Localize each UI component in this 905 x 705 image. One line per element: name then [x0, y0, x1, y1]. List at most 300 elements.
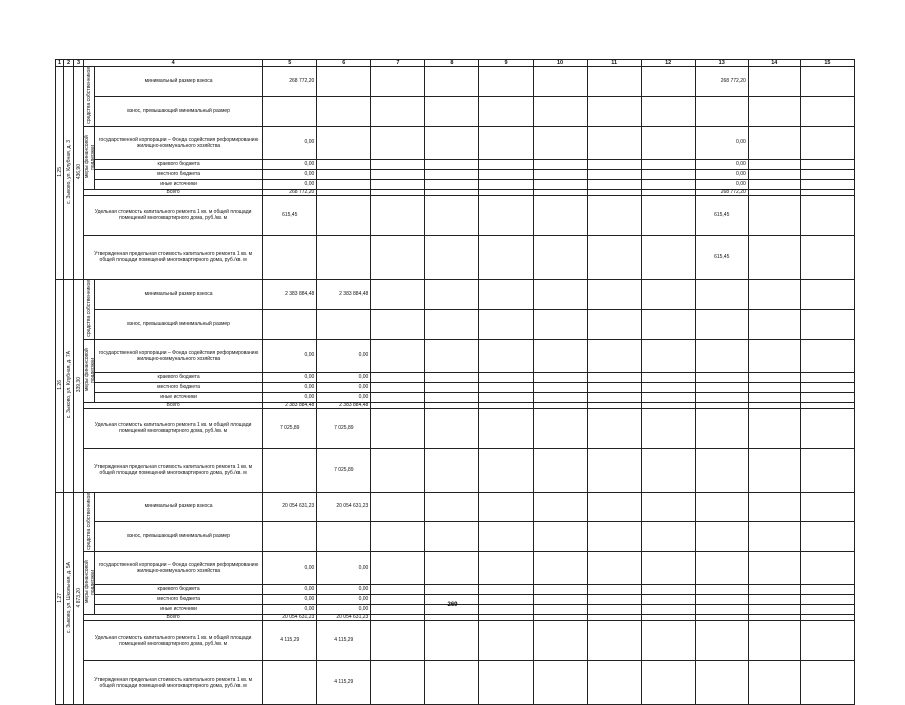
value-cell-col-13: 268 772,20 [695, 189, 748, 195]
value-cell-col-11 [587, 195, 641, 235]
value-cell-col-14 [748, 492, 800, 522]
value-cell-col-6: 7 025,89 [317, 448, 371, 492]
building-address [64, 279, 74, 492]
table-row [56, 382, 855, 392]
value-cell-col-7 [371, 67, 425, 97]
row-label-vsego: Всего [84, 402, 263, 408]
row-label-ut: Утвержденная предельная стоимость капитального ремонта 1 кв. м общей площади помещений многоквартирного дома, руб./кв. м [84, 661, 263, 705]
value-cell-col-14 [748, 195, 800, 235]
row-label-gk: государственной корпорации – Фонда содействия реформированию жилищно-коммунального хозяйства [95, 552, 263, 585]
value-cell-col-11 [587, 585, 641, 595]
value-cell-col-11 [587, 169, 641, 179]
value-cell-col-13: 0,00 [695, 126, 748, 159]
value-cell-col-9 [479, 169, 533, 179]
value-cell-col-5: 615,45 [263, 195, 317, 235]
value-cell-col-14 [748, 279, 800, 309]
value-cell-col-11 [587, 309, 641, 339]
table-row [56, 67, 855, 97]
value-cell-col-8 [425, 661, 479, 705]
capital-repair-table [55, 59, 855, 705]
table-row [56, 339, 855, 372]
value-cell-col-15 [800, 169, 854, 179]
building-address-text: с. Зыково, ул. Клубная, д. 7А [65, 350, 72, 419]
support-measures-label [84, 126, 95, 189]
value-cell-col-9 [479, 585, 533, 595]
value-cell-col-14 [748, 522, 800, 552]
value-cell-col-5: 0,00 [263, 169, 317, 179]
value-cell-col-5: 0,00 [263, 179, 317, 189]
value-cell-col-8 [425, 448, 479, 492]
value-cell-col-14 [748, 408, 800, 448]
row-label-kray: краевого бюджета [95, 585, 263, 595]
value-cell-col-13: 0,00 [695, 159, 748, 169]
table-row [56, 96, 855, 126]
value-cell-col-8 [425, 67, 479, 97]
value-cell-col-12 [641, 585, 695, 595]
row-label-min: минимальный размер взноса [95, 492, 263, 522]
value-cell-col-7 [371, 309, 425, 339]
value-cell-col-14 [748, 382, 800, 392]
value-cell-col-7 [371, 392, 425, 402]
value-cell-col-7 [371, 492, 425, 522]
value-cell-col-8 [425, 522, 479, 552]
value-cell-col-15 [800, 235, 854, 279]
row-label-ut: Утвержденная предельная стоимость капитального ремонта 1 кв. м общей площади помещений многоквартирного дома, руб./кв. м [84, 448, 263, 492]
value-cell-col-12 [641, 96, 695, 126]
value-cell-col-6: 4 115,29 [317, 661, 371, 705]
value-cell-col-11 [587, 392, 641, 402]
header-col-6: 6 [317, 60, 371, 67]
table-row [56, 309, 855, 339]
value-cell-col-11 [587, 179, 641, 189]
building-address [64, 67, 74, 280]
value-cell-col-6: 0,00 [317, 605, 371, 615]
value-cell-col-7 [371, 552, 425, 585]
value-cell-col-9 [479, 372, 533, 382]
table-row [56, 195, 855, 235]
value-cell-col-13 [695, 621, 748, 661]
value-cell-col-10 [533, 169, 587, 179]
building-area-text: 436,90 [75, 164, 82, 180]
value-cell-col-6: 0,00 [317, 585, 371, 595]
value-cell-col-5 [263, 235, 317, 279]
value-cell-col-12 [641, 179, 695, 189]
table-row [56, 169, 855, 179]
value-cell-col-8 [425, 309, 479, 339]
row-label-ud: Удельная стоимость капитального ремонта 1 кв. м общей площади помещений многоквартирного дома, руб./кв. м [84, 621, 263, 661]
value-cell-col-11 [587, 408, 641, 448]
value-cell-col-6: 0,00 [317, 372, 371, 382]
value-cell-col-7 [371, 169, 425, 179]
value-cell-col-14 [748, 552, 800, 585]
value-cell-col-14 [748, 309, 800, 339]
value-cell-col-8 [425, 621, 479, 661]
header-col-10: 10 [533, 60, 587, 67]
value-cell-col-11 [587, 159, 641, 169]
value-cell-col-10 [533, 159, 587, 169]
row-label-min: минимальный размер взноса [95, 279, 263, 309]
value-cell-col-9 [479, 195, 533, 235]
table-row [56, 408, 855, 448]
value-cell-col-11 [587, 382, 641, 392]
value-cell-col-14 [748, 621, 800, 661]
header-col-15: 15 [800, 60, 854, 67]
value-cell-col-9 [479, 96, 533, 126]
header-col-3: 3 [74, 60, 84, 67]
value-cell-col-5 [263, 661, 317, 705]
value-cell-col-12 [641, 621, 695, 661]
value-cell-col-8 [425, 159, 479, 169]
value-cell-col-12 [641, 309, 695, 339]
value-cell-col-15 [800, 159, 854, 169]
table-row [56, 492, 855, 522]
value-cell-col-6: 2 383 884,48 [317, 402, 371, 408]
row-number-text: 1.26 [56, 379, 63, 390]
building-address [64, 492, 74, 705]
value-cell-col-10 [533, 195, 587, 235]
value-cell-col-6 [317, 67, 371, 97]
value-cell-col-11 [587, 372, 641, 382]
value-cell-col-13: 268 772,20 [695, 67, 748, 97]
value-cell-col-10 [533, 126, 587, 159]
value-cell-col-5: 0,00 [263, 585, 317, 595]
value-cell-col-12 [641, 382, 695, 392]
value-cell-col-5: 0,00 [263, 605, 317, 615]
value-cell-col-7 [371, 522, 425, 552]
value-cell-col-11 [587, 126, 641, 159]
value-cell-col-10 [533, 372, 587, 382]
building-address-text: с. Зыково, ул. Клубная, д. 3 [65, 139, 72, 204]
value-cell-col-10 [533, 67, 587, 97]
value-cell-col-6 [317, 195, 371, 235]
value-cell-col-11 [587, 279, 641, 309]
row-label-ut: Утвержденная предельная стоимость капитального ремонта 1 кв. м общей площади помещений многоквартирного дома, руб./кв. м [84, 235, 263, 279]
value-cell-col-14 [748, 67, 800, 97]
value-cell-col-8 [425, 195, 479, 235]
value-cell-col-15 [800, 279, 854, 309]
value-cell-col-8 [425, 492, 479, 522]
value-cell-col-6: 0,00 [317, 552, 371, 585]
value-cell-col-15 [800, 661, 854, 705]
value-cell-col-10 [533, 309, 587, 339]
row-label-mest: местного бюджета [95, 595, 263, 605]
value-cell-col-8 [425, 339, 479, 372]
value-cell-col-7 [371, 585, 425, 595]
value-cell-col-13 [695, 382, 748, 392]
owners-funds-label [84, 67, 95, 127]
value-cell-col-13 [695, 339, 748, 372]
value-cell-col-8 [425, 179, 479, 189]
row-label-ud: Удельная стоимость капитального ремонта 1 кв. м общей площади помещений многоквартирного дома, руб./кв. м [84, 195, 263, 235]
value-cell-col-7 [371, 621, 425, 661]
value-cell-col-14 [748, 96, 800, 126]
building-address-text: с. Зыково, ул. Школьная, д. 5А [65, 561, 72, 633]
value-cell-col-14 [748, 661, 800, 705]
value-cell-col-12 [641, 235, 695, 279]
support-measures-text: меры финансовой поддержки [84, 560, 96, 604]
value-cell-col-10 [533, 585, 587, 595]
value-cell-col-11 [587, 621, 641, 661]
value-cell-col-9 [479, 408, 533, 448]
row-label-gk: государственной корпорации – Фонда содействия реформированию жилищно-коммунального хозяйства [95, 339, 263, 372]
value-cell-col-14 [748, 126, 800, 159]
value-cell-col-10 [533, 661, 587, 705]
row-label-min: минимальный размер взноса [95, 67, 263, 97]
value-cell-col-8 [425, 552, 479, 585]
table-row [56, 372, 855, 382]
row-number-text: 1.27 [56, 592, 63, 603]
value-cell-col-11 [587, 96, 641, 126]
value-cell-col-13 [695, 492, 748, 522]
value-cell-col-7 [371, 339, 425, 372]
value-cell-col-6 [317, 159, 371, 169]
value-cell-col-14 [748, 585, 800, 595]
value-cell-col-9 [479, 522, 533, 552]
row-number [56, 67, 64, 280]
value-cell-col-5: 0,00 [263, 595, 317, 605]
header-col-1: 1 [56, 60, 64, 67]
table-row [56, 179, 855, 189]
value-cell-col-9 [479, 448, 533, 492]
value-cell-col-13 [695, 279, 748, 309]
value-cell-col-9 [479, 67, 533, 97]
value-cell-col-9 [479, 382, 533, 392]
value-cell-col-8 [425, 169, 479, 179]
owners-funds-label [84, 279, 95, 339]
value-cell-col-7 [371, 159, 425, 169]
table-row [56, 621, 855, 661]
value-cell-col-9 [479, 279, 533, 309]
value-cell-col-6: 0,00 [317, 595, 371, 605]
value-cell-col-11 [587, 552, 641, 585]
building-area-text: 4 873,20 [75, 587, 82, 608]
value-cell-col-7 [371, 195, 425, 235]
value-cell-col-14 [748, 235, 800, 279]
value-cell-col-5: 7 025,89 [263, 408, 317, 448]
value-cell-col-5 [263, 96, 317, 126]
value-cell-col-7 [371, 408, 425, 448]
value-cell-col-13 [695, 552, 748, 585]
value-cell-col-6: 4 115,29 [317, 621, 371, 661]
value-cell-col-5: 0,00 [263, 552, 317, 585]
value-cell-col-13 [695, 408, 748, 448]
row-label-over: взнос, превышающий минимальный размер [95, 309, 263, 339]
value-cell-col-15 [800, 309, 854, 339]
value-cell-col-7 [371, 179, 425, 189]
value-cell-col-9 [479, 179, 533, 189]
value-cell-col-15 [800, 126, 854, 159]
value-cell-col-9 [479, 492, 533, 522]
value-cell-col-10 [533, 382, 587, 392]
row-label-mest: местного бюджета [95, 382, 263, 392]
value-cell-col-15 [800, 448, 854, 492]
value-cell-col-6 [317, 179, 371, 189]
value-cell-col-11 [587, 522, 641, 552]
value-cell-col-13: 0,00 [695, 179, 748, 189]
table-row [56, 126, 855, 159]
value-cell-col-15 [800, 195, 854, 235]
table-row [56, 661, 855, 705]
value-cell-col-9 [479, 661, 533, 705]
value-cell-col-11 [587, 235, 641, 279]
value-cell-col-6: 0,00 [317, 392, 371, 402]
value-cell-col-11 [587, 661, 641, 705]
value-cell-col-12 [641, 279, 695, 309]
building-area [74, 492, 84, 705]
owners-funds-text: средства собственников [86, 279, 92, 337]
value-cell-col-8 [425, 372, 479, 382]
value-cell-col-10 [533, 408, 587, 448]
header-col-5: 5 [263, 60, 317, 67]
value-cell-col-6: 0,00 [317, 382, 371, 392]
table-row [56, 522, 855, 552]
value-cell-col-6: 7 025,89 [317, 408, 371, 448]
row-label-ud: Удельная стоимость капитального ремонта 1 кв. м общей площади помещений многоквартирного дома, руб./кв. м [84, 408, 263, 448]
value-cell-col-5: 268 772,20 [263, 189, 317, 195]
value-cell-col-15 [800, 67, 854, 97]
value-cell-col-13 [695, 392, 748, 402]
table-row [56, 279, 855, 309]
value-cell-col-5: 0,00 [263, 159, 317, 169]
row-label-mest: местного бюджета [95, 169, 263, 179]
value-cell-col-5: 0,00 [263, 372, 317, 382]
value-cell-col-7 [371, 661, 425, 705]
value-cell-col-15 [800, 585, 854, 595]
value-cell-col-13: 0,00 [695, 169, 748, 179]
value-cell-col-10 [533, 552, 587, 585]
row-label-gk: государственной корпорации – Фонда содействия реформированию жилищно-коммунального хозяйства [95, 126, 263, 159]
table-row [56, 448, 855, 492]
value-cell-col-14 [748, 448, 800, 492]
header-col-9: 9 [479, 60, 533, 67]
row-number [56, 279, 64, 492]
value-cell-col-6: 0,00 [317, 339, 371, 372]
value-cell-col-10 [533, 339, 587, 372]
owners-funds-label [84, 492, 95, 552]
value-cell-col-5: 4 115,29 [263, 621, 317, 661]
value-cell-col-6 [317, 96, 371, 126]
value-cell-col-9 [479, 235, 533, 279]
value-cell-col-14 [748, 372, 800, 382]
value-cell-col-6 [317, 169, 371, 179]
value-cell-col-14 [748, 179, 800, 189]
value-cell-col-13 [695, 522, 748, 552]
value-cell-col-12 [641, 67, 695, 97]
value-cell-col-6 [317, 522, 371, 552]
building-area-text: 339,30 [75, 376, 82, 393]
value-cell-col-12 [641, 552, 695, 585]
value-cell-col-12 [641, 169, 695, 179]
value-cell-col-6 [317, 235, 371, 279]
value-cell-col-5: 2 383 884,48 [263, 279, 317, 309]
value-cell-col-11 [587, 67, 641, 97]
value-cell-col-11 [587, 492, 641, 522]
header-col-11: 11 [587, 60, 641, 67]
row-number-text: 1.25 [56, 167, 63, 177]
value-cell-col-9 [479, 339, 533, 372]
value-cell-col-5: 0,00 [263, 126, 317, 159]
table-row [56, 585, 855, 595]
value-cell-col-15 [800, 382, 854, 392]
table-row [56, 235, 855, 279]
value-cell-col-12 [641, 372, 695, 382]
value-cell-col-15 [800, 96, 854, 126]
building-area [74, 279, 84, 492]
value-cell-col-8 [425, 585, 479, 595]
header-row [56, 60, 855, 67]
building-area [74, 67, 84, 280]
value-cell-col-15 [800, 339, 854, 372]
value-cell-col-14 [748, 169, 800, 179]
row-label-vsego: Всего [84, 615, 263, 621]
header-col-13: 13 [695, 60, 748, 67]
value-cell-col-15 [800, 522, 854, 552]
value-cell-col-8 [425, 235, 479, 279]
value-cell-col-11 [587, 448, 641, 492]
value-cell-col-5: 0,00 [263, 392, 317, 402]
value-cell-col-7 [371, 382, 425, 392]
value-cell-col-5: 0,00 [263, 339, 317, 372]
value-cell-col-10 [533, 522, 587, 552]
value-cell-col-10 [533, 492, 587, 522]
value-cell-col-14 [748, 339, 800, 372]
value-cell-col-9 [479, 126, 533, 159]
value-cell-col-9 [479, 309, 533, 339]
value-cell-col-12 [641, 492, 695, 522]
header-col-12: 12 [641, 60, 695, 67]
value-cell-col-13 [695, 448, 748, 492]
value-cell-col-7 [371, 126, 425, 159]
value-cell-col-10 [533, 235, 587, 279]
page-number: 269 [447, 602, 458, 608]
value-cell-col-5: 20 054 631,23 [263, 492, 317, 522]
value-cell-col-6: 20 054 631,23 [317, 615, 371, 621]
value-cell-col-10 [533, 279, 587, 309]
value-cell-col-12 [641, 448, 695, 492]
value-cell-col-6 [317, 126, 371, 159]
value-cell-col-12 [641, 392, 695, 402]
table-row [56, 552, 855, 585]
row-label-kray: краевого бюджета [95, 372, 263, 382]
value-cell-col-13 [695, 661, 748, 705]
support-measures-label [84, 339, 95, 402]
value-cell-col-15 [800, 621, 854, 661]
value-cell-col-7 [371, 279, 425, 309]
value-cell-col-12 [641, 195, 695, 235]
value-cell-col-5 [263, 448, 317, 492]
header-col-2: 2 [64, 60, 74, 67]
value-cell-col-15 [800, 392, 854, 402]
header-col-7: 7 [371, 60, 425, 67]
value-cell-col-5: 20 054 631,23 [263, 615, 317, 621]
row-label-inye: иные источники [95, 179, 263, 189]
value-cell-col-13 [695, 372, 748, 382]
value-cell-col-8 [425, 408, 479, 448]
value-cell-col-7 [371, 235, 425, 279]
value-cell-col-15 [800, 492, 854, 522]
value-cell-col-10 [533, 96, 587, 126]
value-cell-col-10 [533, 392, 587, 402]
value-cell-col-12 [641, 522, 695, 552]
value-cell-col-12 [641, 339, 695, 372]
value-cell-col-8 [425, 279, 479, 309]
value-cell-col-6: 2 383 884,48 [317, 279, 371, 309]
row-label-over: взнос, превышающий минимальный размер [95, 96, 263, 126]
value-cell-col-5 [263, 309, 317, 339]
owners-funds-text: средства собственников [86, 67, 92, 124]
value-cell-col-7 [371, 372, 425, 382]
value-cell-col-15 [800, 179, 854, 189]
